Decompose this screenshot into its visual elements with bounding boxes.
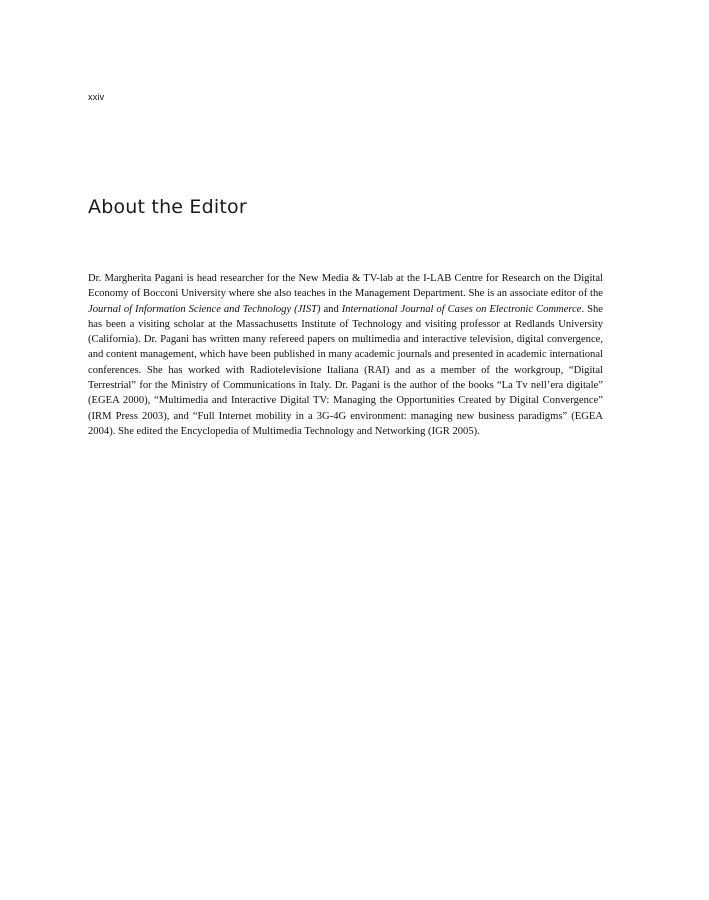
editor-bio-paragraph — [88, 271, 603, 439]
journal-title-jist: Journal of Information Science and Technology (JIST) — [88, 303, 321, 315]
section-heading: About the Editor — [88, 196, 247, 218]
journal-title-ijcec: International Journal of Cases on Electronic Commerce — [341, 303, 582, 315]
bio-text-part-1: Dr. Margherita Pagani is head researcher for the New Media & TV-lab at the I-LAB Centre for Research on the Digital Economy of Bocconi University where she also teaches in the Management Department. She is an associate editor of the — [88, 273, 603, 300]
bio-text-part-3: . She has been a visiting scholar at the Massachusetts Institute of Technology and visiting professor at Redlands University (California). Dr. Pagani has written many refereed papers on multimedia and interactive television, digital convergence, and content management, which have been published in many academic journals and presented in academic international conferences. She has worked with Radiotelevisione Italiana (RAI) and as a member of the workgroup, “Digital Terrestrial” for the Ministry of Communications in Italy. Dr. Pagani is the author of the books “La Tv nell’era digitale” (EGEA 2000), “Multimedia and Interactive Digital TV: Managing the Opportunities Created by Digital Convergence” (IRM Press 2003), and “Full Internet mobility in a 3G-4G environment: managing new business paradigms” (EGEA 2004). She edited the Encyclopedia of Multimedia Technology and Networking (IGR 2005). — [88, 303, 603, 437]
page-number: xxiv — [88, 92, 105, 102]
bio-text-part-2: and — [320, 303, 342, 315]
